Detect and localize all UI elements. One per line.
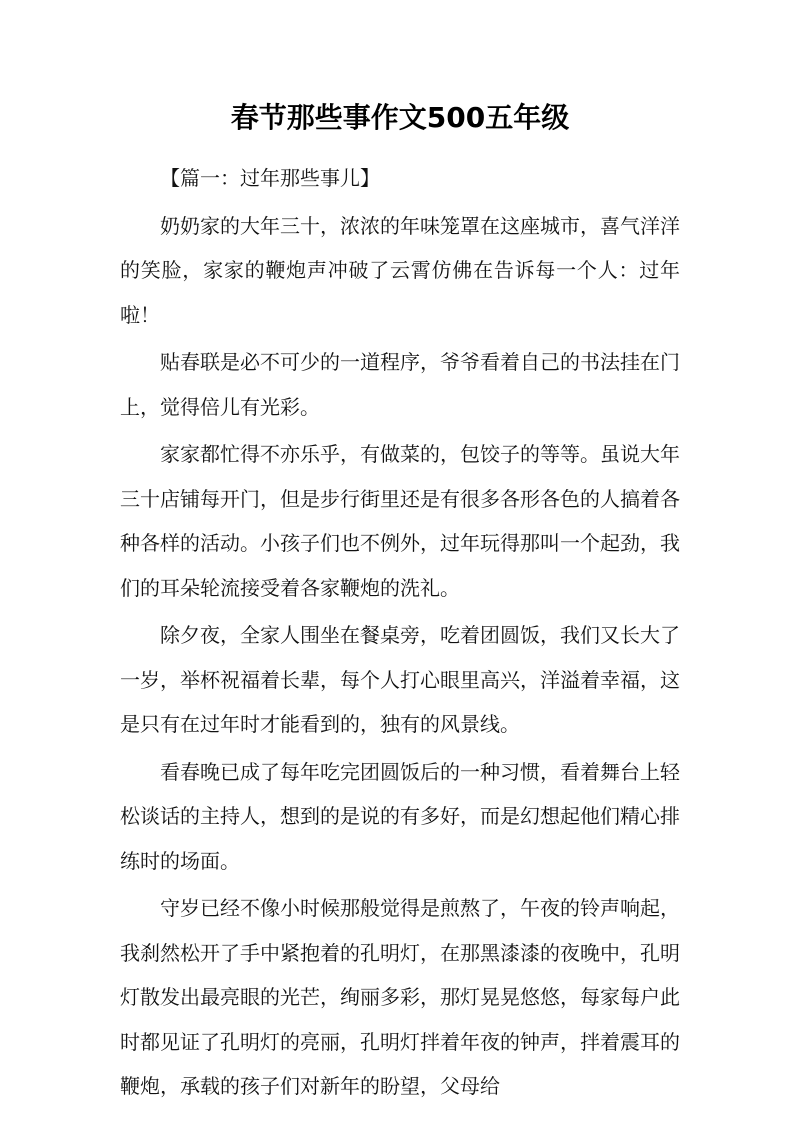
document-title: 春节那些事作文500五年级	[230, 101, 570, 134]
paragraph: 家家都忙得不亦乐乎，有做菜的，包饺子的等等。虽说大年三十店铺每开门，但是步行街里还是有很多各形各色的人搞着各种各样的活动。小孩子们也不例外，过年玩得那叫一个起劲，我们的耳朵轮流接受着各家鞭炮的洗礼。	[120, 442, 680, 600]
paragraph: 守岁已经不像小时候那般觉得是煎熬了，午夜的铃声响起，我刹然松开了手中紧抱着的孔明灯，在那黑漆漆的夜晚中，孔明灯散发出最亮眼的光芒，绚丽多彩，那灯晃晃悠悠，每家每户此时都见证了孔明灯的亮丽，孔明灯拌着年夜的钟声，拌着震耳的鞭炮，承载的孩子们对新年的盼望，父母给	[120, 896, 680, 1098]
document-body	[120, 156, 680, 1109]
paragraph: 贴春联是必不可少的一道程序，爷爷看着自己的书法挂在门上，觉得倍儿有光彩。	[120, 350, 680, 419]
paragraph: 奶奶家的大年三十，浓浓的年味笼罩在这座城市，喜气洋洋的笑脸，家家的鞭炮声冲破了云霄仿佛在告诉每一个人：过年啦！	[120, 213, 680, 327]
paragraph: 看春晚已成了每年吃完团圆饭后的一种习惯，看着舞台上轻松谈话的主持人，想到的是说的有多好，而是幻想起他们精心排练时的场面。	[120, 759, 680, 873]
section-heading: 【篇一：过年那些事儿】	[160, 166, 380, 190]
paragraph: 除夕夜，全家人围坐在餐桌旁，吃着团圆饭，我们又长大了一岁，举杯祝福着长辈，每个人打心眼里高兴，洋溢着幸福，这是只有在过年时才能看到的，独有的风景线。	[120, 623, 680, 736]
